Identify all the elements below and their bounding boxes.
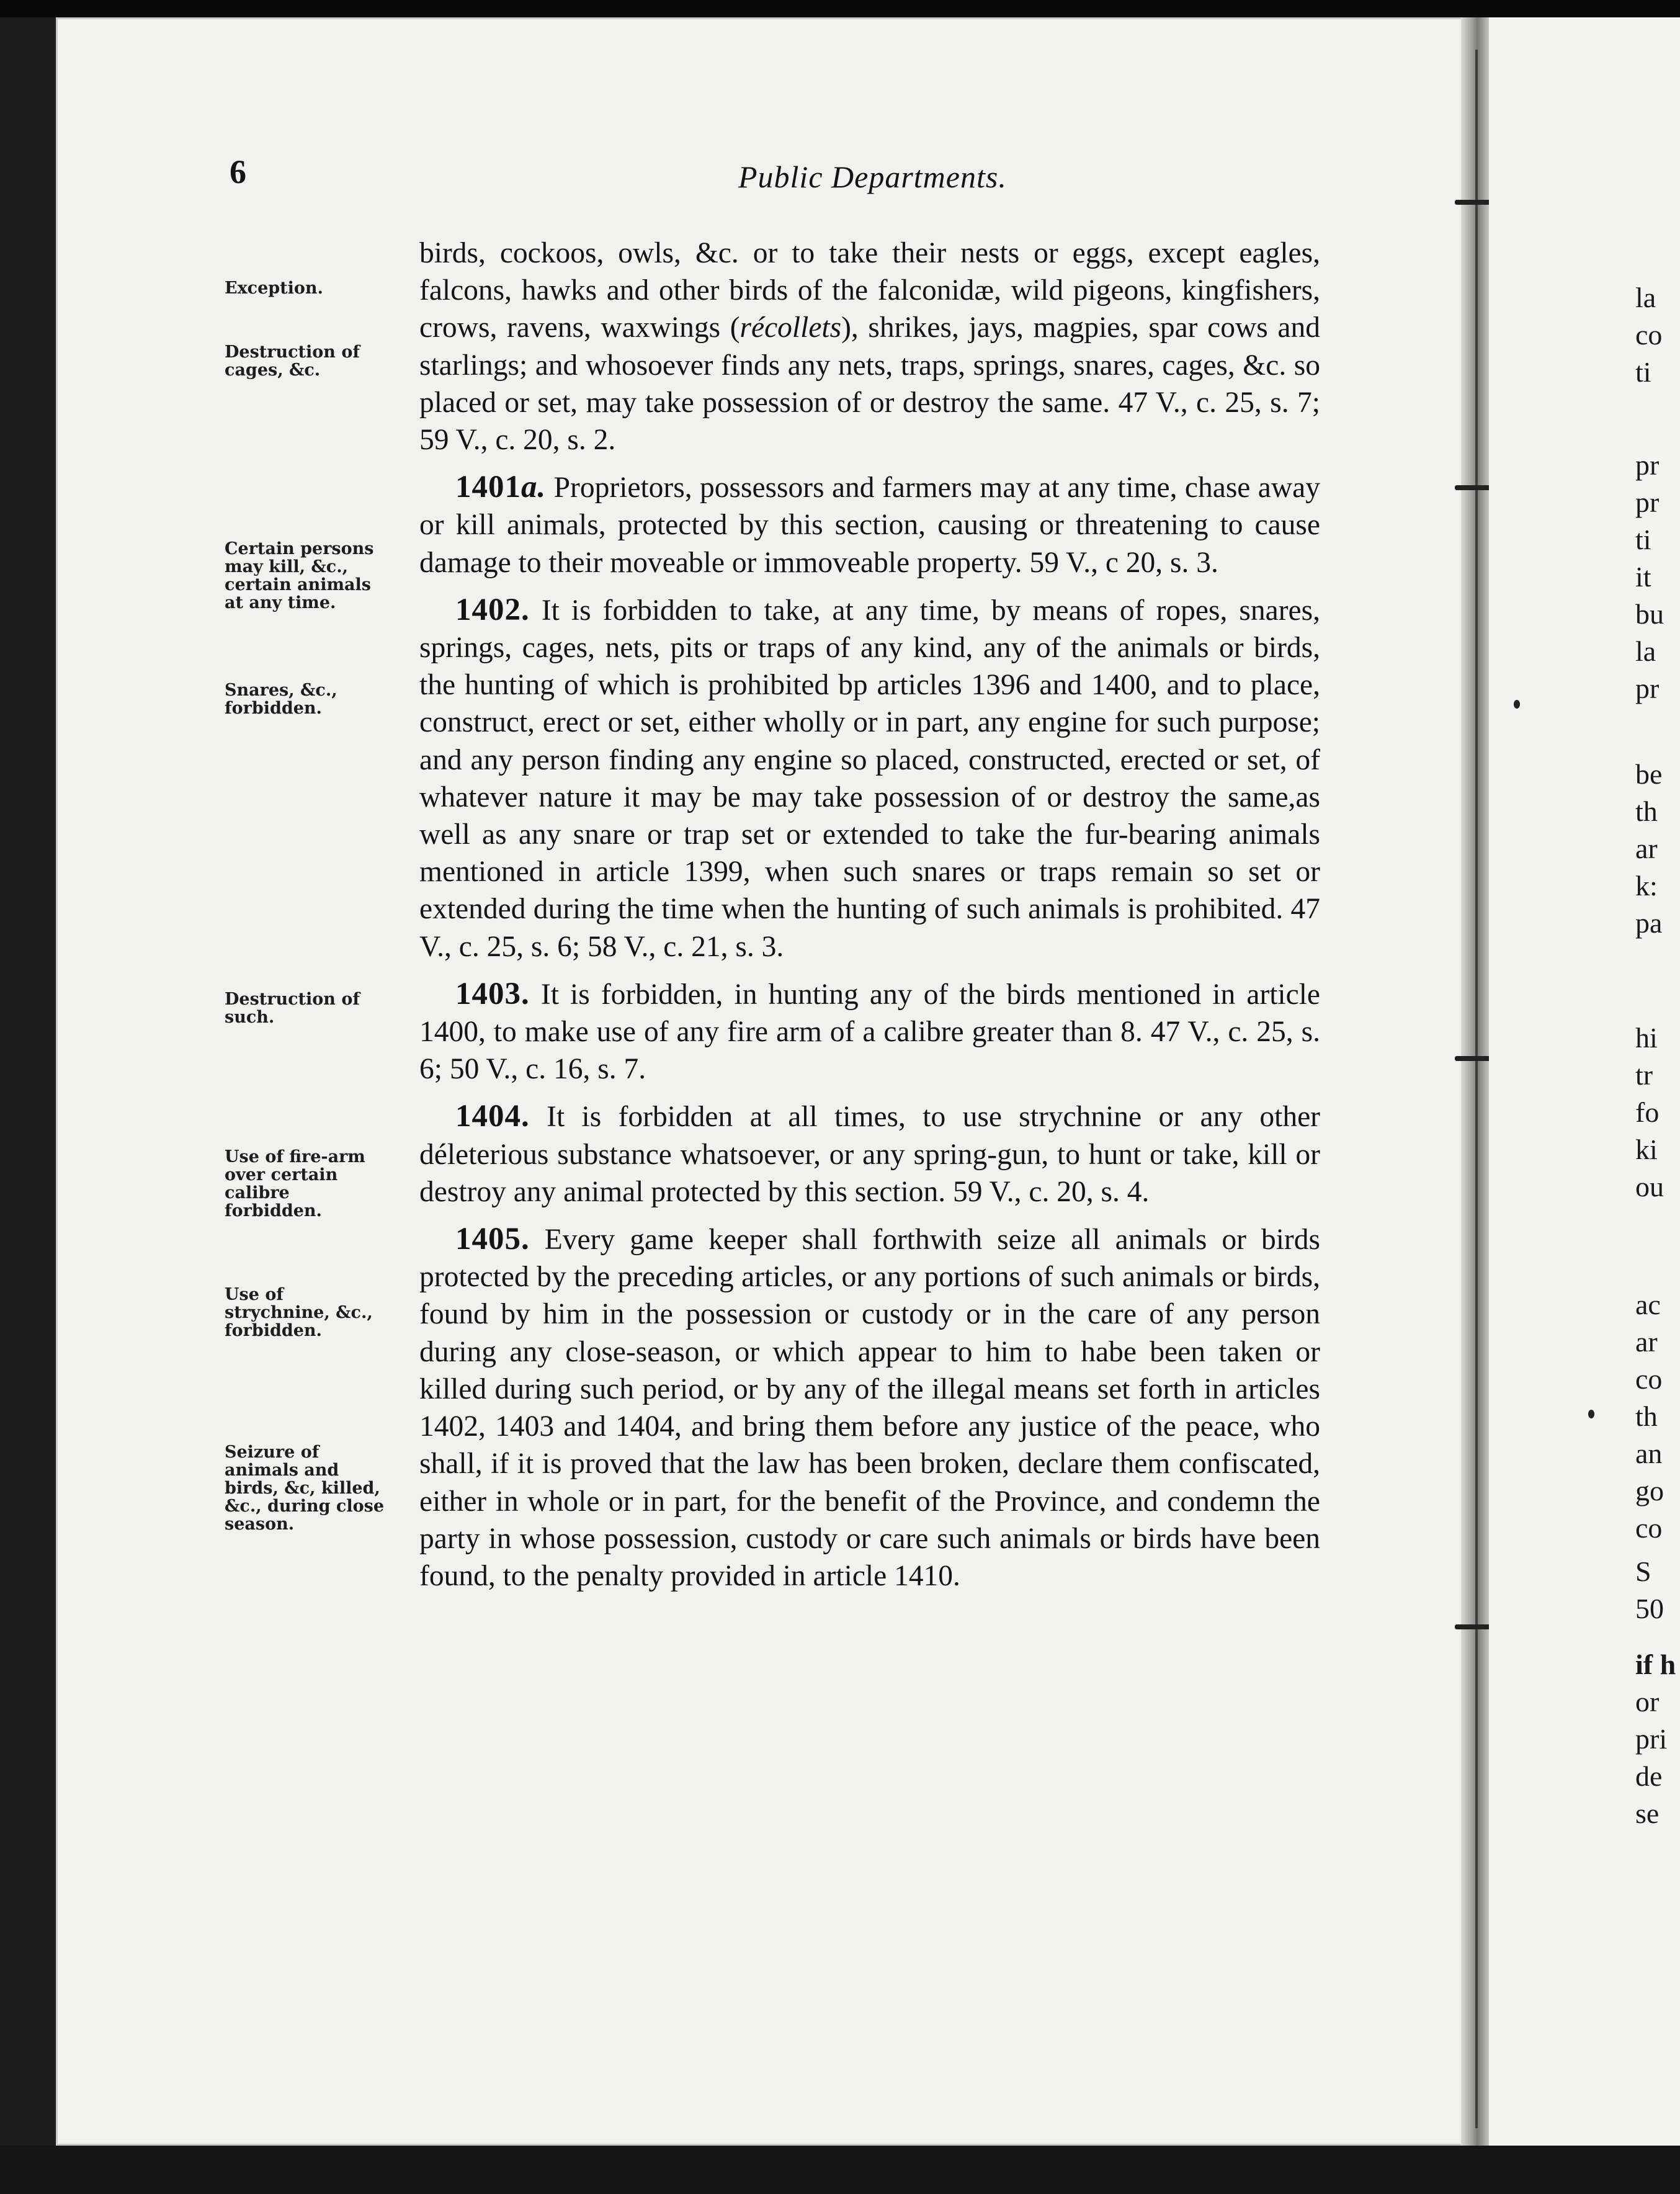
right-fragment: pr [1635,486,1660,518]
binding-thread [1475,50,1478,2128]
article-1401a: 1401a. Proprietors, possessors and farmers may at any time, chase away or kill animals, protected by this section, causing or threatening to cause damage to their moveable or immoveable property. 59 V., c 20, s. 3. [419,470,1320,579]
right-fragment: se [1635,1798,1660,1829]
right-fragment: pr [1635,449,1660,481]
article-number: 1405. [455,1222,530,1257]
right-fragment: fo [1635,1096,1660,1128]
right-fragment: pr [1635,673,1660,704]
article-1404: 1404. It is forbidden at all times, to use strychnine or any other déleterious substance whatsoever, or any spring-gun, to hunt or take, kill or destroy any animal protected by this section. 59 V., c. 20, s. 4. [419,1099,1320,1208]
right-fragment: de [1635,1760,1663,1792]
ink-spot [1514,700,1520,709]
right-fragment: ar [1635,833,1658,864]
page-number: 6 [230,153,246,190]
right-fragment: ti [1635,524,1651,555]
right-fragment: go [1635,1475,1664,1507]
right-fragment: la [1635,282,1656,313]
right-fragment: ou [1635,1171,1664,1202]
article-1403: 1403. It is forbidden, in hunting any of the birds mentioned in article 1400, to make use of any fire arm of a calibre greater than 8. 47 V., c. 25, s. 6; 50 V., c. 16, s. 7. [419,976,1320,1086]
margin-note-seizure: Seizure of animals and birds, &c, killed, &c., during close season. [225,1443,385,1534]
right-fragment: or [1635,1686,1660,1717]
right-fragment: co [1635,1512,1663,1544]
right-fragment: pa [1635,907,1663,939]
margin-note-certain-persons: Certain persons may kill, &c., certain animals at any time. [225,539,374,612]
scan-left-edge [0,17,56,2146]
right-fragment: ac [1635,1289,1661,1320]
right-fragment: tr [1635,1059,1653,1091]
scan-bottom-edge [0,2146,1680,2194]
right-fragment: 50 [1635,1593,1664,1624]
right-fragment: if h [1635,1649,1676,1680]
margin-note-exception: Exception. [225,279,323,298]
right-fragment: th [1635,1400,1658,1432]
article-number: 1404. [455,1099,530,1134]
scan-top-edge [0,0,1680,19]
right-fragment: ar [1635,1326,1658,1358]
right-fragment: co [1635,319,1663,351]
right-fragment: k: [1635,870,1658,902]
right-fragment: la [1635,635,1656,667]
article-number: 1401 [455,470,521,505]
margin-note-snares-forbidden: Snares, &c., forbidden. [225,681,337,718]
margin-note-strychnine: Use of strychnine, &c., forbidden. [225,1285,373,1340]
right-fragment: ti [1635,356,1651,388]
margin-note-destruction-of-cages: Destruction of cages, &c. [225,343,360,380]
right-fragment: th [1635,795,1658,827]
margin-note-fire-arm-calibre: Use of fire-arm over certain calibre forbidden. [225,1147,365,1220]
article-suffix: a. [521,470,547,505]
right-fragment: co [1635,1363,1663,1395]
article-1402: 1402. It is forbidden to take, at any time, by means of ropes, snares, springs, cages, nets, pits or traps of any kind, any of the animals or birds, the hunting of which is prohibited bp articles 1396 and 1400, and to place, construct, erect or set, either wholly or in part, any engine for such purpose; and any person finding any engine so placed, constructed, erected or set, of whatever nature it may be may take possession of or destroy the same,as well as any snare or trap set or extended to take the fur-bearing animals mentioned in article 1399, when such snares or traps remain so set or extended during the time when the hunting of such animals is prohibited. 47 V., c. 25, s. 6; 58 V., c. 21, s. 3. [419,592,1320,963]
right-fragment: S [1635,1556,1651,1587]
article-number: 1403. [455,976,530,1011]
right-fragment: be [1635,758,1663,790]
right-fragment: hi [1635,1022,1658,1054]
right-fragment: ki [1635,1134,1658,1165]
right-fragment: an [1635,1438,1663,1469]
margin-note-destruction-of-such: Destruction of such. [225,990,360,1027]
running-head: Public Departments. [738,159,1007,194]
right-fragment: bu [1635,598,1664,630]
right-fragment: pri [1635,1723,1668,1755]
right-fragment: it [1635,561,1651,593]
main-text [419,235,1320,1595]
article-number: 1402. [455,592,530,627]
italic-term: récollets [739,311,842,344]
ink-spot [1588,1410,1594,1418]
continuation-paragraph: birds, cockoos, owls, &c. or to take their nests or eggs, except eagles, falcons, hawks and other birds of the falconidæ, wild pigeons, kingfishers, crows, ravens, waxwings (récollets), shrikes, jays, magpies, spar cows and starlings; and whosoever finds any nets, traps, springs, snares, cages, &c. so placed or set, may take possession of or destroy the same. 47 V., c. 25, s. 7; 59 V., c. 20, s. 2. [419,237,1320,457]
article-1405: 1405. Every game keeper shall forthwith seize all animals or birds protected by the preceding articles, or any portions of such animals or birds, found by him in the possession or custody or in the care of any person during any close-season, or which appear to him to habe been taken or killed during such period, or by any of the illegal means set forth in articles 1402, 1403 and 1404, and bring them before any justice of the peace, who shall, if it is proved that the law has been broken, declare them confiscated, either in whole or in part, for the benefit of the Province, and condemn the party in whose possession, custody or care such animals or birds have been found, to the penalty provided in article 1410. [419,1222,1320,1592]
